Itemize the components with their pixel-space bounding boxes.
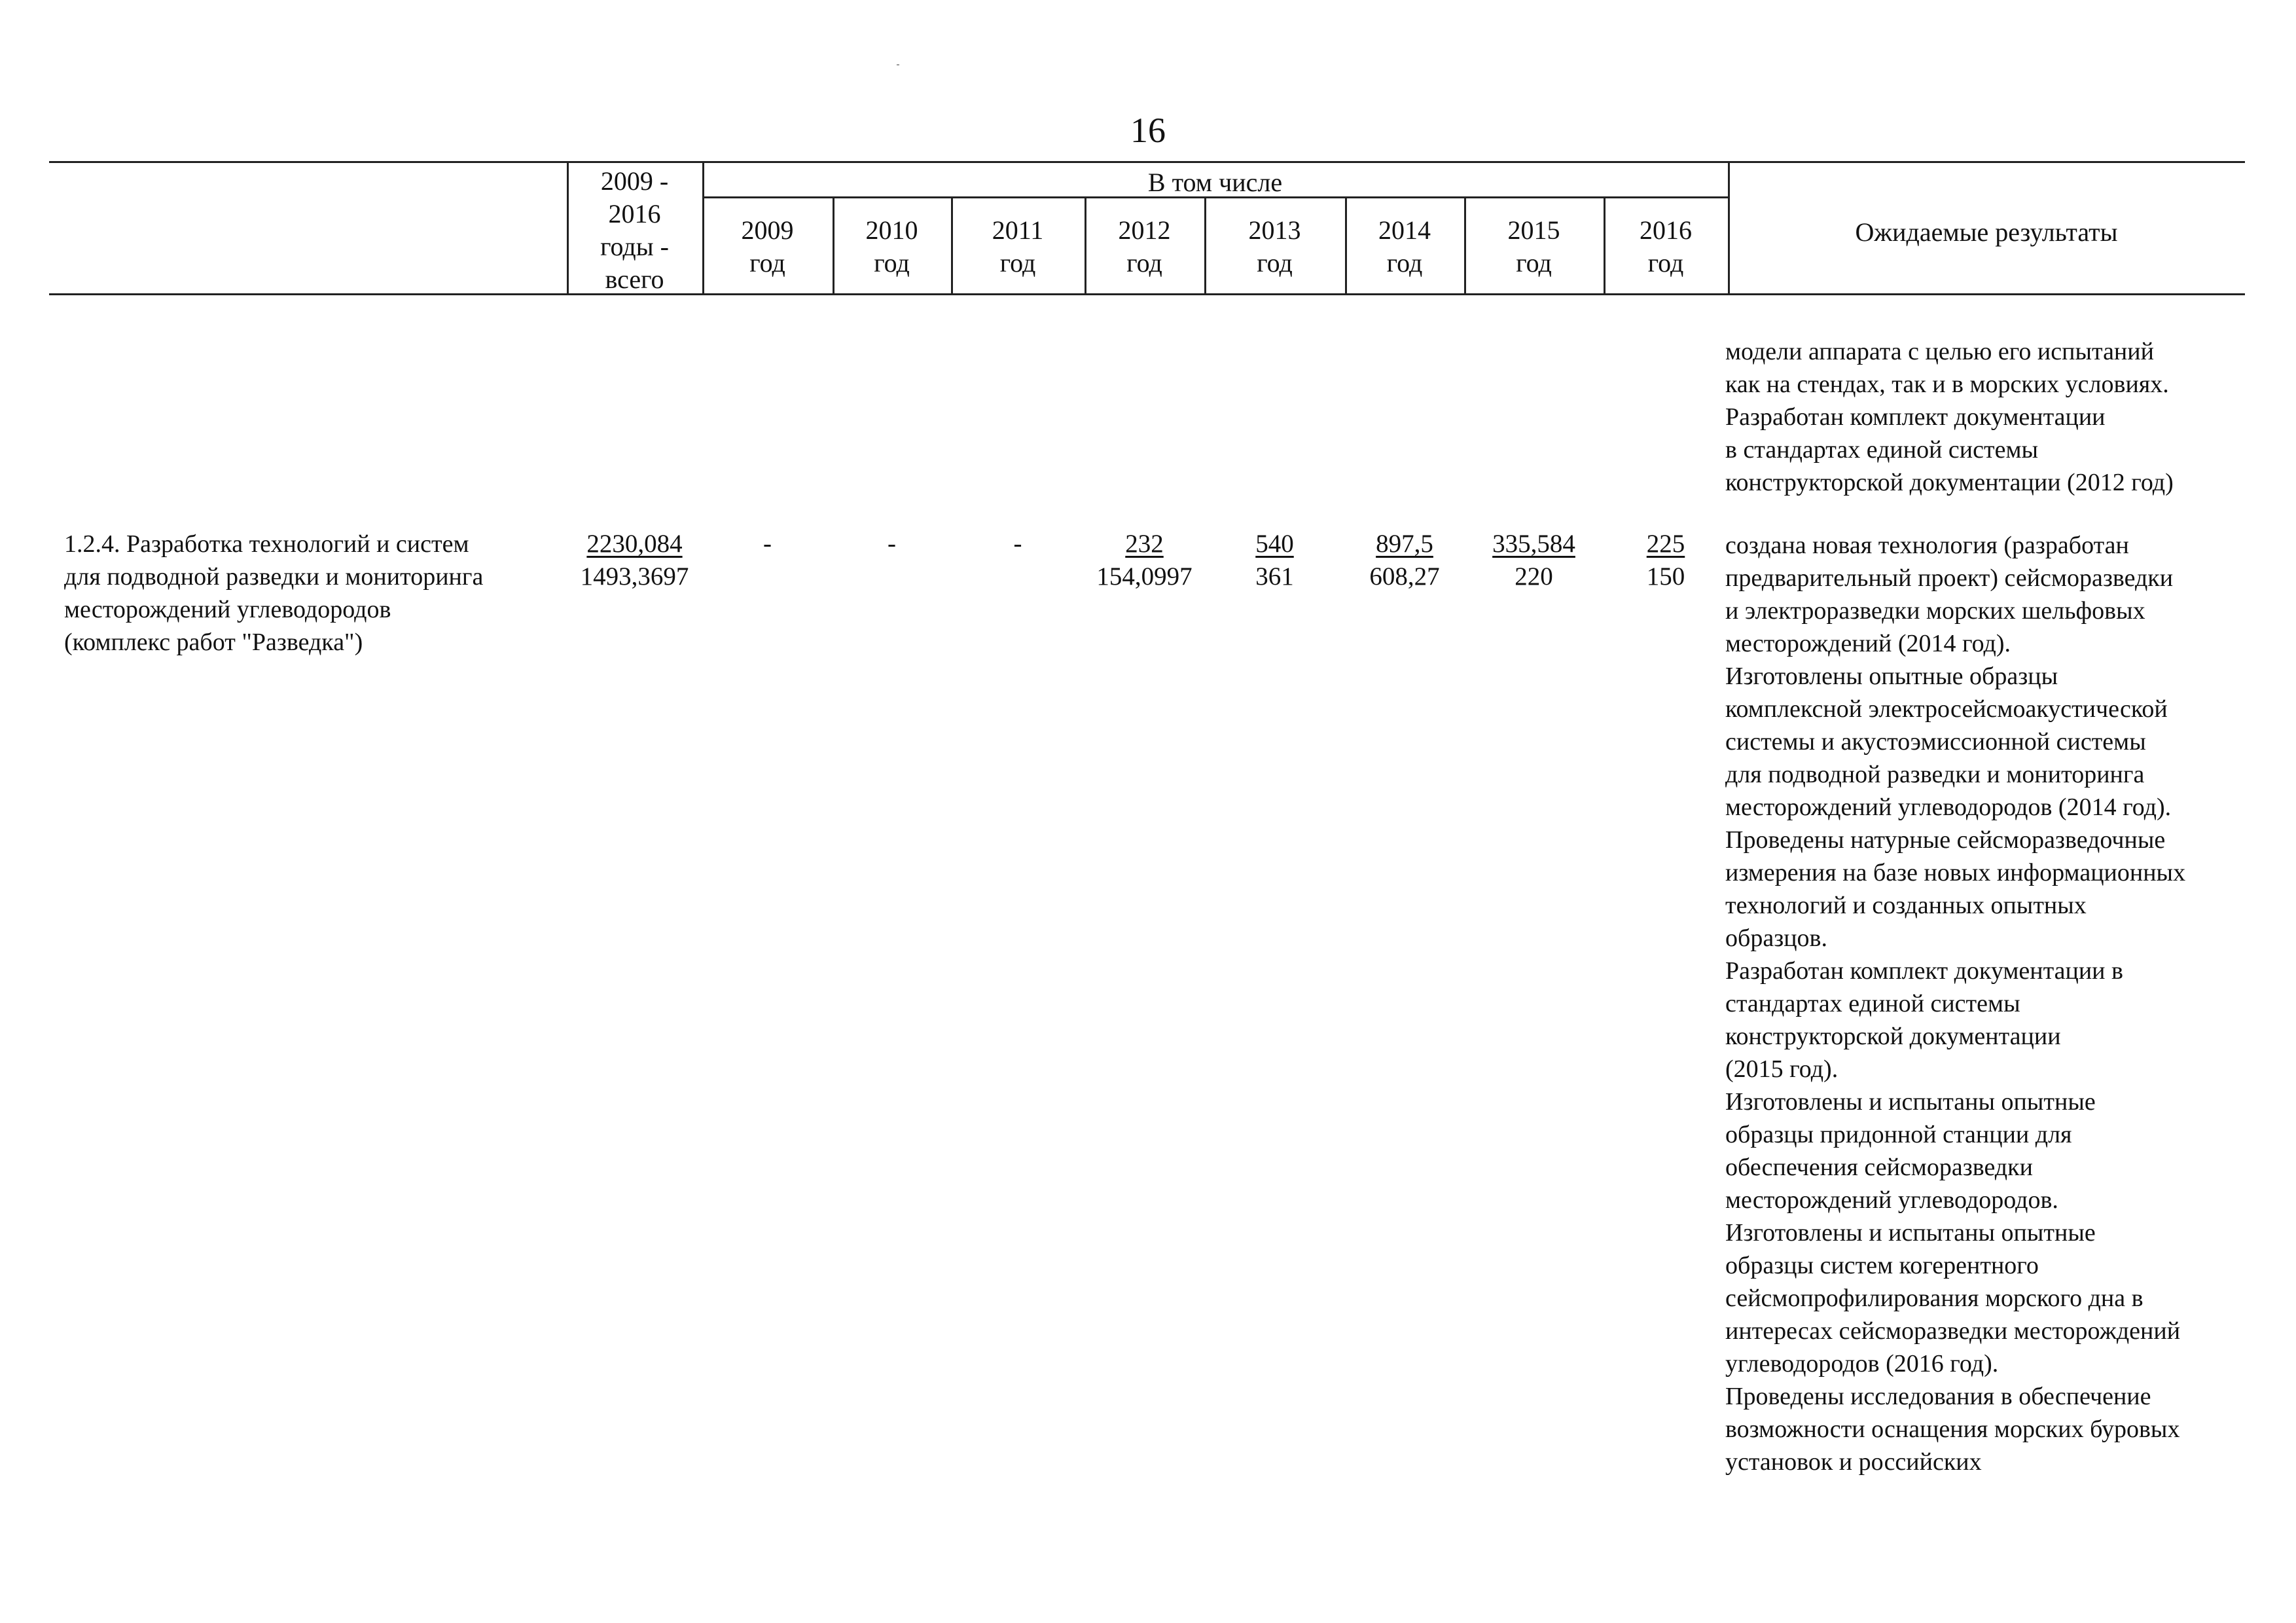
expected-results-header: Ожидаемые результаты (1855, 217, 2118, 247)
year-header-2009: 2009 год (741, 215, 794, 278)
year-header-2011: 2011 год (992, 215, 1044, 278)
year-header-2014: 2014 год (1378, 215, 1431, 278)
year-header-2012: 2012 год (1118, 215, 1171, 278)
year-header-2016: 2016 год (1640, 215, 1692, 278)
year-header-2013: 2013 год (1248, 215, 1301, 278)
value-2013-top: 540 (1255, 530, 1294, 558)
value-2012-bottom: 154,0997 (1096, 562, 1193, 591)
value-2014-bottom: 608,27 (1369, 562, 1440, 591)
scan-speck (897, 64, 899, 65)
including-header: В том числе (1147, 168, 1283, 197)
value-2009: - (763, 530, 772, 558)
value-2012-top: 232 (1125, 530, 1164, 558)
value-2016-top: 225 (1646, 530, 1685, 558)
value-2014-top: 897,5 (1376, 530, 1433, 558)
total-value-bottom: 1493,3697 (580, 562, 689, 591)
header-top-rule (49, 161, 2245, 163)
year-header-2010: 2010 год (865, 215, 918, 278)
expected-results: создана новая технология (разработан предварительный проект) сейсморазведки и электроразведки морских шельфовых месторождений (2014 год). Изготовлены опытные образцы комплексной электросейсмоакустической системы и акустоэмиссионной системы для подводной разведки и мониторинга месторождений углеводородов (2014 год). Проведены натурные сейсморазведочные измерения на базе новых информационных технологий и созданных опытных образцов. Разработан комплект документации в стандартах единой системы конструкторской документации (2015 год). Изготовлены и испытаны опытные образцы придонной станции для обеспечения сейсморазведки месторождений углеводородов. Изготовлены и испытаны опытные образцы систем когерентного сейсмопрофилирования морского дна в интересах сейсморазведки месторождений углеводородов (2016 год). Проведены исследования в обеспечение возможности оснащения морских буровых установок и российских (1725, 532, 2186, 1476)
continued-results: модели аппарата с целью его испытаний как на стендах, так и в морских условиях. Разработан комплект документации в стандартах единой системы конструкторской документации (2012 год) (1725, 338, 2174, 496)
header-bottom-rule (49, 293, 2245, 295)
value-2013-bottom: 361 (1255, 562, 1294, 591)
year-header-2015: 2015 год (1507, 215, 1560, 278)
row-label: 1.2.4. Разработка технологий и систем для подводной разведки и мониторинга месторождений углеводородов (комплекс работ "Разведка") (64, 530, 484, 656)
value-2011: - (1013, 530, 1022, 558)
page-number: 16 (1130, 111, 1166, 150)
value-2015-bottom: 220 (1515, 562, 1553, 591)
total-value-top: 2230,084 (586, 530, 683, 558)
value-2015-top: 335,584 (1492, 530, 1575, 558)
value-2016-bottom: 150 (1646, 562, 1685, 591)
value-2010: - (888, 530, 896, 558)
total-column-header: 2009 - 2016 годы - всего (600, 166, 669, 294)
